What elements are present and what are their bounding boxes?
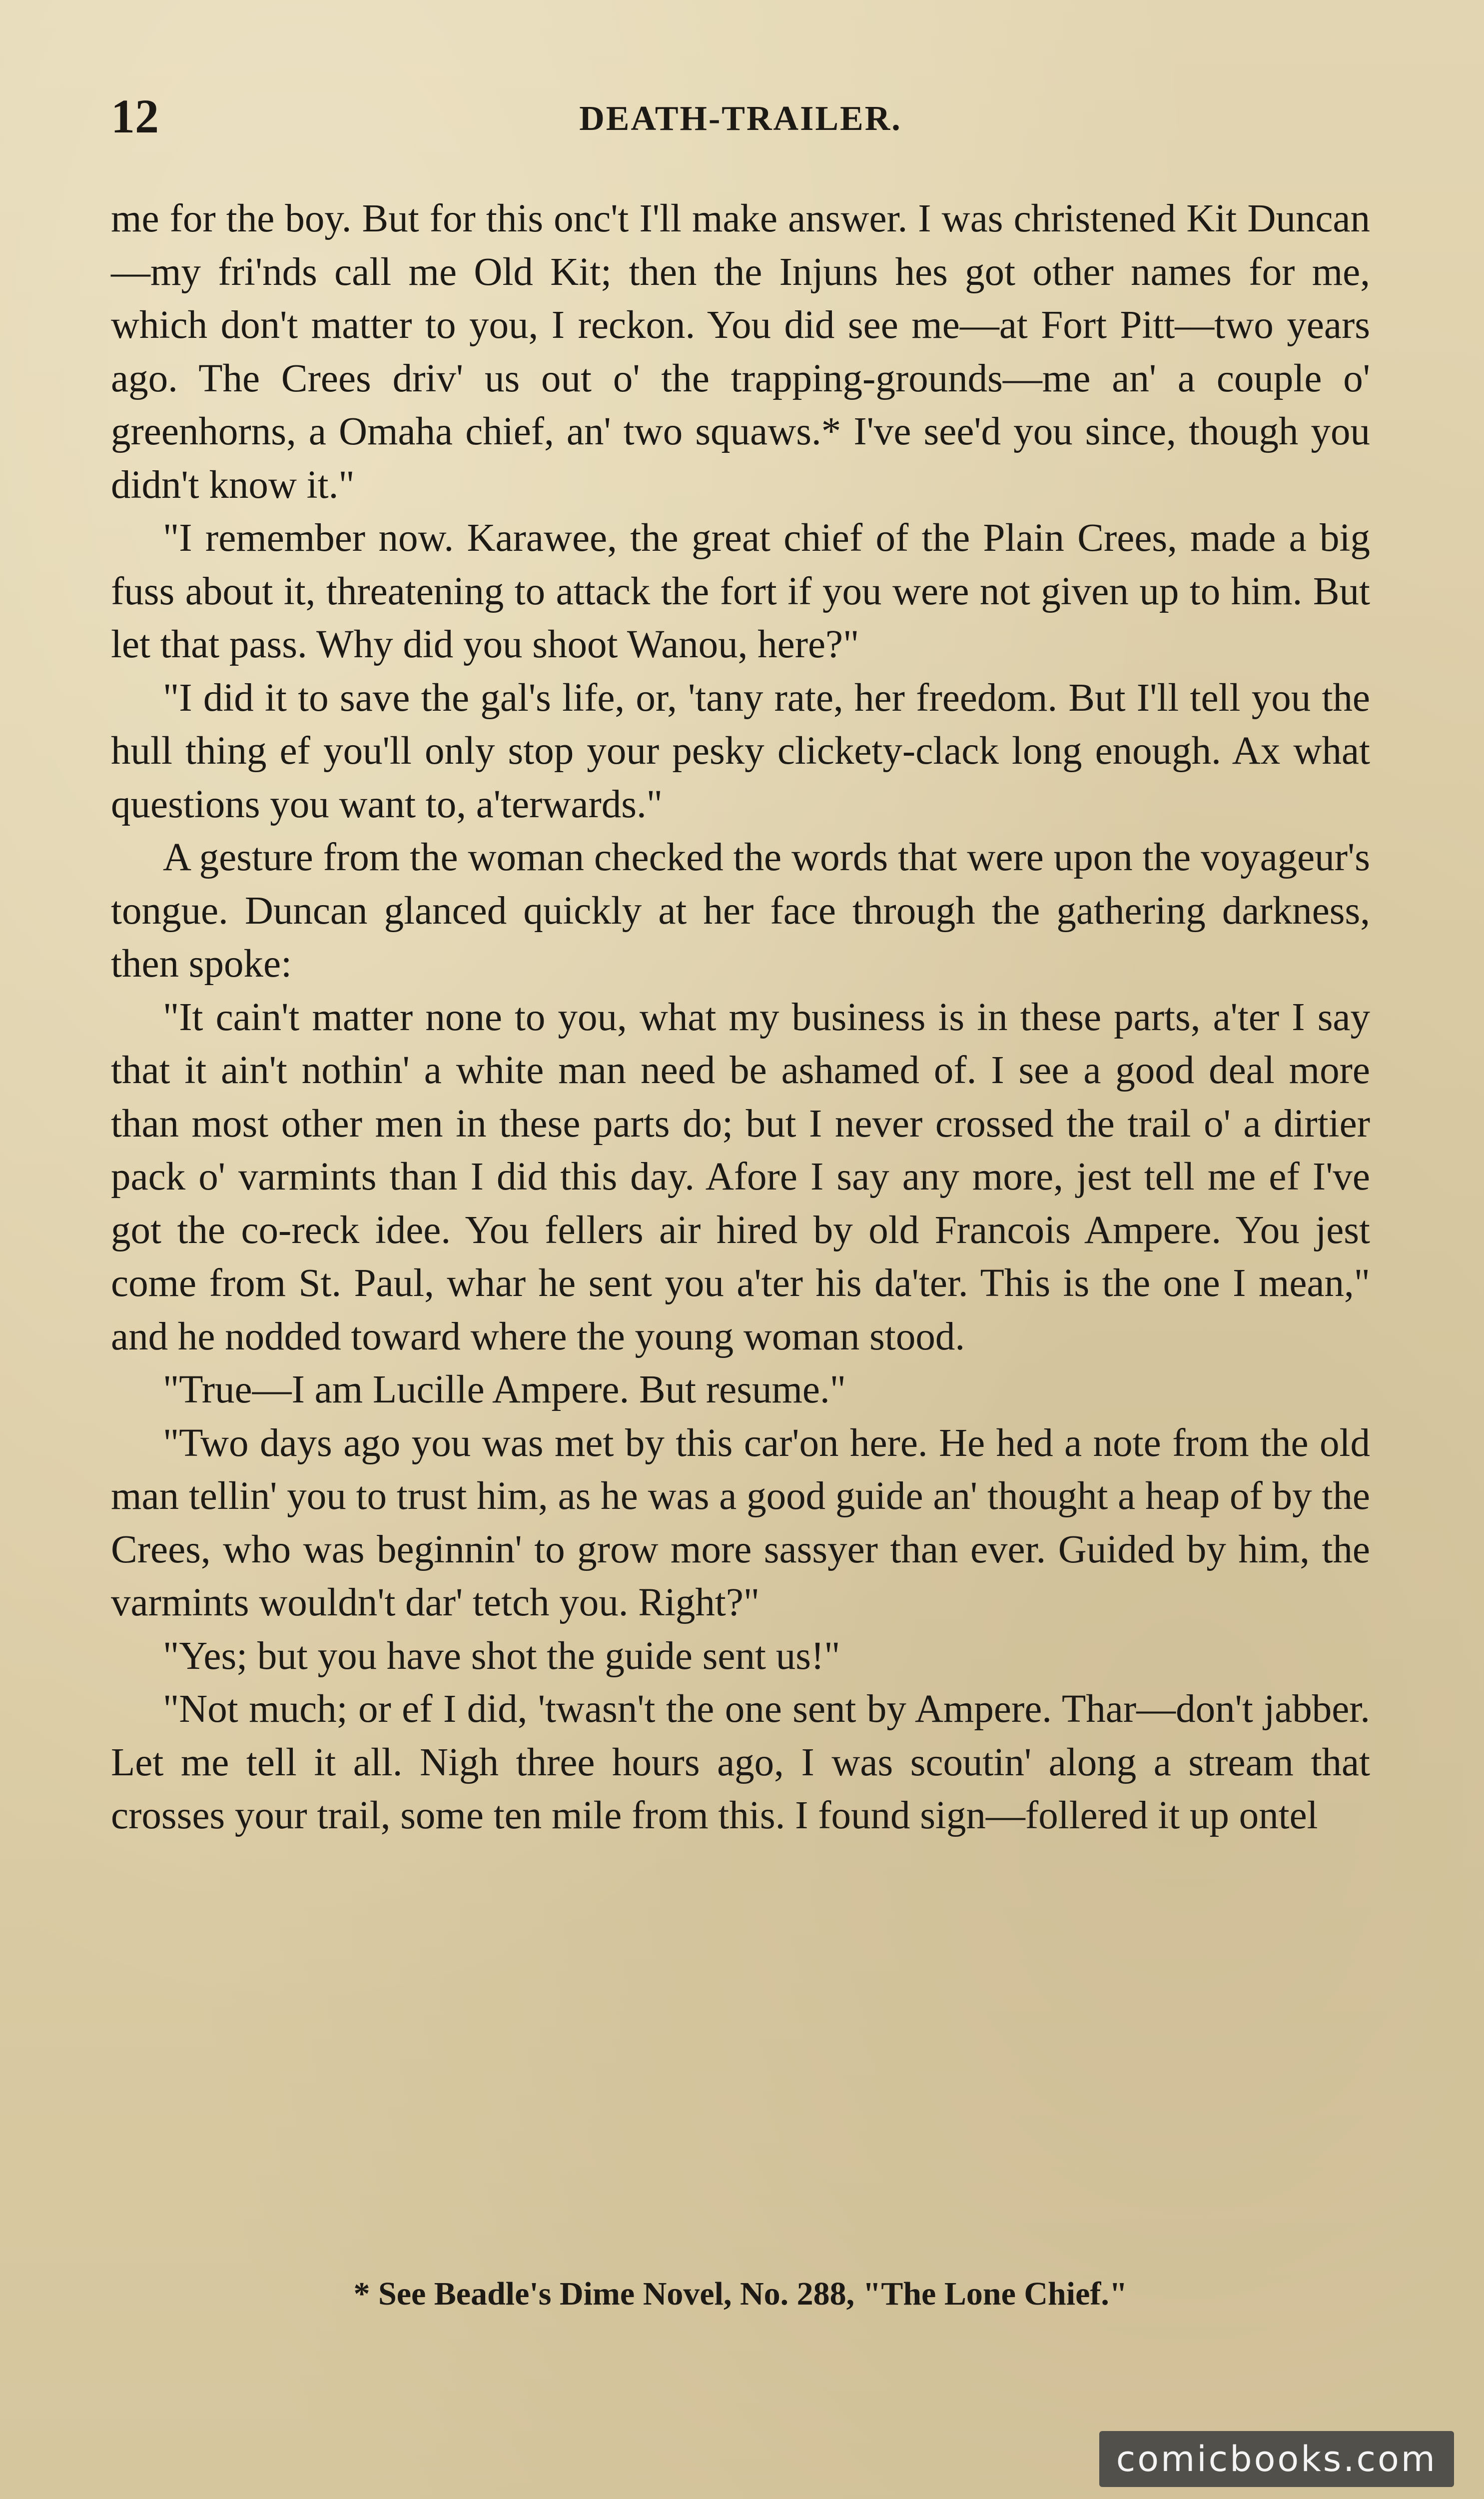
paragraph: A gesture from the woman checked the words that were upon the voyageur's tongue. Duncan glanced quickly at her face through the gathering darkness, then spoke:	[111, 836, 1370, 986]
page-number: 12	[111, 89, 159, 143]
paragraph: "I remember now. Karawee, the great chief of the Plain Crees, made a big fuss about it, threatening to attack the fort if you were not given up to him. But let that pass. Why did you shoot Wanou, here?"	[111, 516, 1370, 666]
paragraph: "Two days ago you was met by this car'on here. He hed a note from the old man tellin' you to trust him, as he was a good guide an' thought a heap of by the Crees, who was beginnin' to grow more sassyer than ever. Guided by him, the varmints wouldn't dar' tetch you. Right?"	[111, 1421, 1370, 1624]
footnote: * See Beadle's Dime Novel, No. 288, "The Lone Chief."	[353, 2276, 1128, 2312]
paragraph: "True—I am Lucille Ampere. But resume."	[163, 1368, 846, 1411]
paragraph: "Not much; or ef I did, 'twasn't the one sent by Ampere. Thar—don't jabber. Let me tell it all. Nigh three hours ago, I was scoutin' along a stream that crosses your trail, some ten mile from this. I found sign—follered it up ontel	[111, 1687, 1370, 1837]
running-head	[111, 89, 1370, 144]
paragraph: "I did it to save the gal's life, or, 'tany rate, her freedom. But I'll tell you the hull thing ef you'll only stop your pesky clickety-clack long enough. Ax what questions you want to, a'terwards."	[111, 676, 1370, 826]
watermark: comicbooks.com	[1099, 2431, 1454, 2487]
paragraph: "It cain't matter none to you, what my business is in these parts, a'ter I say that it ain't nothin' a white man need be ashamed of. I see a good deal more than most other men in these parts do; but I never crossed the trail o' a dirtier pack o' varmints than I did this day. Afore I say any more, jest tell me ef I've got the co-reck idee. You fellers air hired by old Francois Ampere. You jest come from St. Paul, whar he sent you a'ter his da'ter. This is the one I mean," and he nodded toward where the young woman stood.	[111, 995, 1370, 1358]
paragraph: me for the boy. But for this onc't I'll make answer. I was christened Kit Duncan—my fri'nds call me Old Kit; then the Injuns hes got other names for me, which don't matter to you, I reckon. You did see me—at Fort Pitt—two years ago. The Crees driv' us out o' the trapping-grounds—me an' a couple o' greenhorns, a Omaha chief, an' two squaws.* I've see'd you since, though you didn't know it."	[111, 197, 1370, 507]
running-title: DEATH-TRAILER.	[579, 99, 902, 138]
paragraph: "Yes; but you have shot the guide sent us!"	[163, 1634, 840, 1678]
body-text	[111, 192, 1370, 1843]
